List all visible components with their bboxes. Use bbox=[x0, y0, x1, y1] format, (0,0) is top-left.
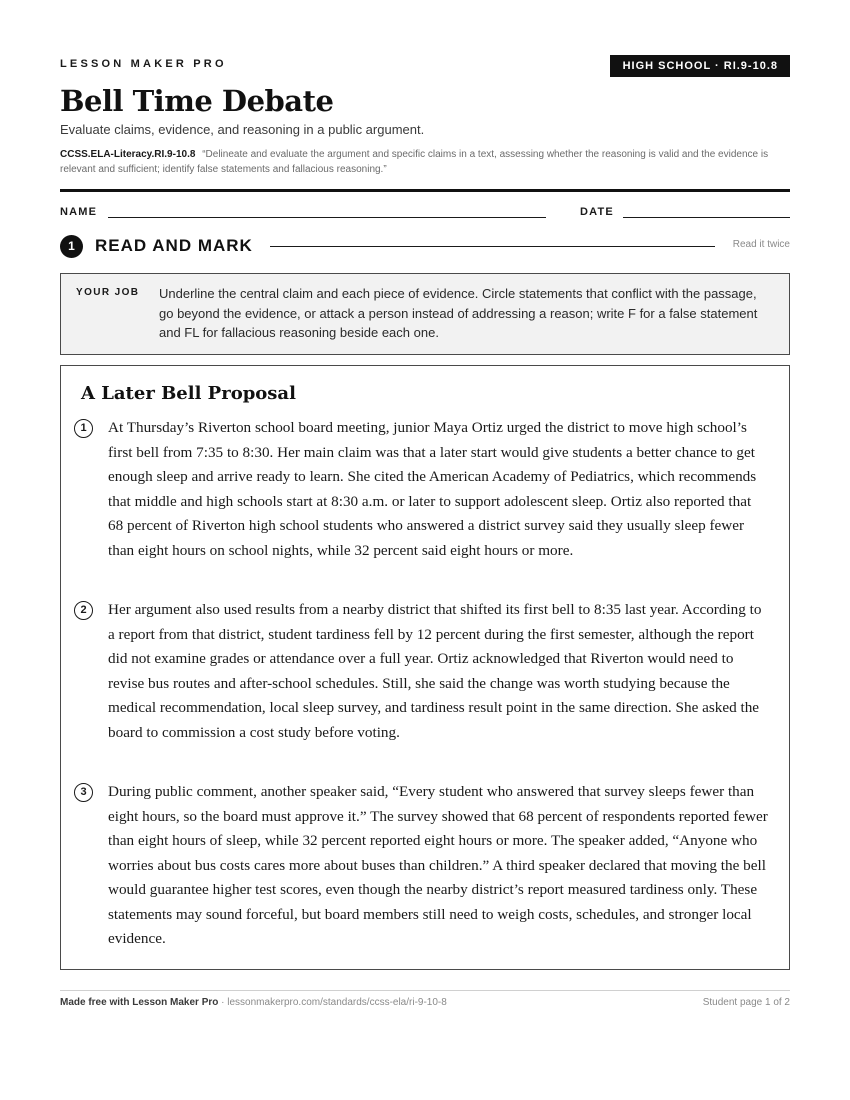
worksheet-title: Bell Time Debate bbox=[60, 84, 334, 118]
page-footer bbox=[60, 997, 790, 1008]
header-divider bbox=[60, 189, 790, 192]
footer-url[interactable]: · lessonmakerpro.com/standards/ccss-ela/ri-9-10-8 bbox=[218, 997, 447, 1008]
job-instructions-box bbox=[60, 273, 790, 355]
paragraph-number: 3 bbox=[74, 783, 93, 802]
reading-passage bbox=[60, 365, 790, 970]
paragraph-number: 1 bbox=[74, 419, 93, 438]
standard-statement bbox=[60, 147, 790, 177]
job-label: YOUR JOB bbox=[76, 287, 140, 298]
footer-credit: Made free with Lesson Maker Pro bbox=[60, 997, 219, 1008]
standard-code: CCSS.ELA-Literacy.RI.9-10.8 bbox=[60, 149, 196, 160]
paragraph-text: At Thursday’s Riverton school board meeting, junior Maya Ortiz urged the district to move high school’s first bell from 7:35 to 8:30. Her main claim was that a later start would give students a better chance to get enough sleep and arrive ready to learn. She cited the American Academy of Pediatrics, which recommends that middle and high schools start at 8:30 a.m. or later to support adolescent sleep. Ortiz also reported that 68 percent of Riverton high school students who answered a district survey said they usually sleep fewer than eight hours on school nights, while 32 percent said eight hours or more. bbox=[108, 419, 757, 559]
paragraph-number: 2 bbox=[74, 601, 93, 620]
paragraph-text: Her argument also used results from a nearby district that shifted its first bell to 8:35 last year. According to a report from that district, student tardiness fell by 12 percent during the first semester, although the report did not examine grades or attendance over a full year. Ortiz acknowledged that Riverton would need to revise bus routes and after-school schedules. Still, she said the change was worth studying because the medical recommendation, local sleep survey, and tardiness result point in the same direction. She asked the board to commission a cost study before voting. bbox=[108, 601, 762, 741]
passage-paragraph bbox=[80, 780, 768, 952]
name-date-row bbox=[60, 205, 790, 221]
section-read-and-mark bbox=[60, 234, 790, 258]
footer-divider bbox=[60, 990, 790, 991]
name-label: NAME bbox=[60, 206, 98, 218]
section-divider bbox=[270, 246, 715, 247]
worksheet-subtitle: Evaluate claims, evidence, and reasoning in a public argument. bbox=[60, 122, 425, 137]
date-field[interactable] bbox=[623, 217, 790, 218]
section-title: READ AND MARK bbox=[95, 236, 253, 255]
section-hint: Read it twice bbox=[732, 239, 790, 250]
passage-title: A Later Bell Proposal bbox=[81, 383, 296, 404]
passage-paragraph bbox=[80, 416, 768, 563]
standard-text: “Delineate and evaluate the argument and specific claims in a text, assessing whether the reasoning is valid and the evidence is relevant and sufficient; identify false statements and fallacious reasoning.” bbox=[60, 149, 769, 175]
top-bar bbox=[60, 55, 790, 79]
passage-paragraph bbox=[80, 598, 768, 745]
page-number: Student page 1 of 2 bbox=[702, 997, 790, 1008]
job-instructions-text: Underline the central claim and each piece of evidence. Circle statements that conflict with the passage, go beyond the evidence, or attack a person instead of addressing a reason; write F for a false statement and FL for fallacious reasoning beside each one. bbox=[159, 286, 758, 340]
date-label: DATE bbox=[580, 206, 614, 218]
section-number-badge: 1 bbox=[60, 235, 83, 258]
name-field[interactable] bbox=[108, 217, 546, 218]
paragraph-text: During public comment, another speaker said, “Every student who answered that survey sleeps fewer than eight hours, so the board must approve it.” The survey showed that 68 percent of respondents reported fewer than eight hours of sleep, while 32 percent reported eight hours or more. The speaker added, “Anyone who worries about bus costs cares more about buses than children.” A third speaker declared that moving the bell would guarantee higher test scores, even though the nearby district’s report measured tardiness only. These statements may sound forceful, but board members still need to weigh costs, schedules, and stronger local evidence. bbox=[108, 783, 768, 947]
brand-name: LESSON MAKER PRO bbox=[60, 58, 227, 70]
grade-badge: HIGH SCHOOL · RI.9-10.8 bbox=[610, 55, 790, 77]
